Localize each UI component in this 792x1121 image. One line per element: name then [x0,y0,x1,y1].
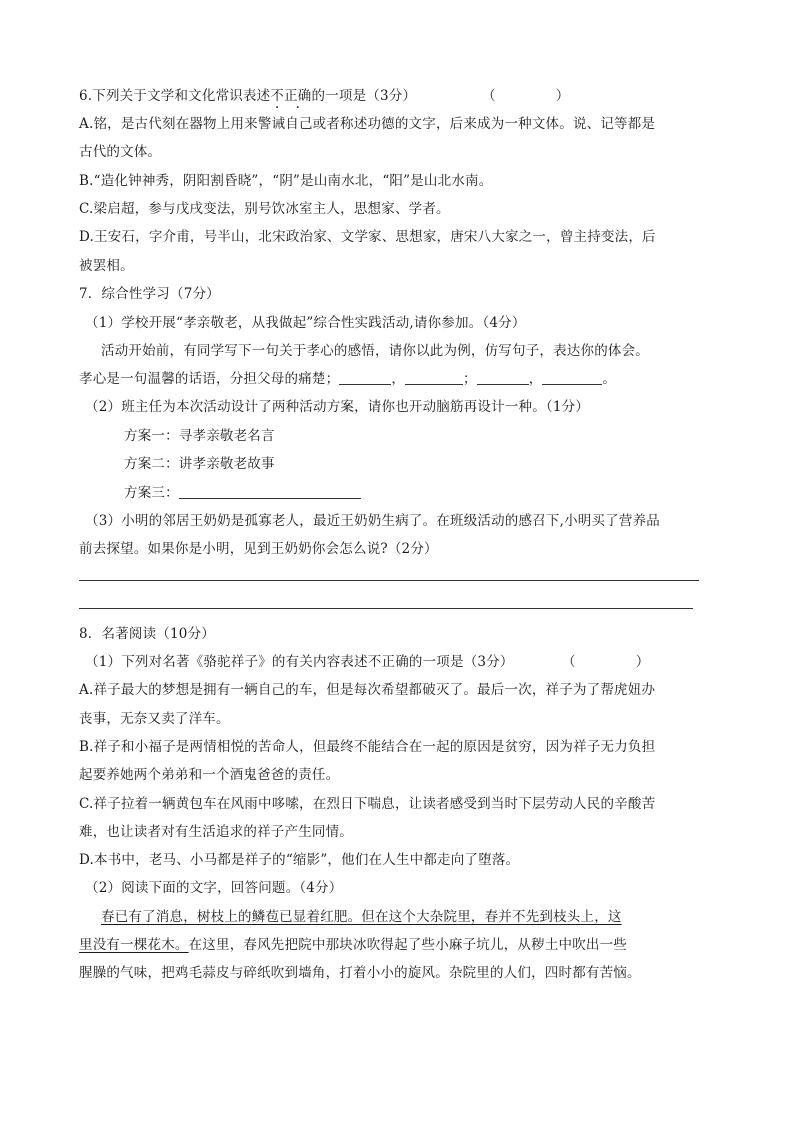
q7-title: 7．综合性学习（7分） [79,286,220,302]
q8-option-b-line1: B.祥子和小福子是两情相悦的苦命人，但最终不能结合在一起的原因是贫穷，因为祥子无力负担 [79,739,656,755]
q6-stem-emphasis-2: 正确 [284,88,312,104]
q6-option-d-line2: 被罢相。 [79,258,134,274]
q6-stem-suffix: 的一项是（3分） [311,88,417,104]
q7-part2-prompt: （2）班主任为本次活动设计了两种活动方案，请你也开动脑筋再设计一种。（1分） [85,399,590,415]
q8-option-c-line1: C.祥子拉着一辆黄包车在风雨中哆嗦，在烈日下喘息，让读者感受到当时下层劳动人民的辛酸苦 [79,796,656,812]
q6-stem-emphasis-1: 不 [270,88,285,104]
q6-answer-paren[interactable] [482,86,569,106]
q7-part1-fill-line [79,369,616,389]
q7-blank-1[interactable] [339,372,391,385]
q7-sep-3: ， [528,371,543,387]
q8-passage-line2-rest: 在这里，春风先把院中那块冰吹得起了些小麻子坑儿，从秽土中吹出一些 [188,937,628,953]
q7-part3-line1: （3）小明的邻居王奶奶是孤寡老人，最近王奶奶生病了。在班级活动的感召下,小明买了营养品 [85,513,660,529]
q8-answer-paren[interactable] [562,652,649,672]
q6-paren-open: （ [482,88,496,104]
q7-part1-body: 活动开始前，有同学写下一句关于孝心的感悟，请你以此为例，仿写句子，表达你的体会。 [101,343,649,359]
q7-part1-prompt: （1）学校开展“孝亲敬老，从我做起”综合性实践活动,请你参加。（4分） [85,315,526,331]
q8-passage-underlined-1: 春已有了消息，树枝上的鳞苞已显着红肥。但在这个大杂院里，春并不先到枝头上，这 [101,909,622,925]
q6-option-b: B.“造化钟神秀，阴阳割昏晓”，“阴”是山南水北，“阳”是山北水南。 [79,173,493,189]
q7-part3-line2: 前去探望。如果你是小明，见到王奶奶你会怎么说?（2分） [79,541,438,557]
q8-option-a-line1: A.祥子最大的梦想是拥有一辆自己的车，但是每次希望都破灭了。最后一次，祥子为了帮虎妞办 [79,682,656,698]
q8-option-a-line2: 丧事，无奈又卖了洋车。 [79,711,230,727]
q6-stem [79,86,416,106]
q7-sep-1: ， [391,371,406,387]
q8-option-d: D.本书中，老马、小马都是祥子的“缩影”，他们在人生中都走向了堕落。 [79,852,520,868]
q8-paren-close: ） [635,654,650,670]
q8-option-b-line2: 起要养她两个弟弟和一个酒鬼爸爸的责任。 [79,767,340,783]
q6-paren-close: ） [555,88,570,104]
q7-answer-line-1[interactable] [79,580,699,581]
q7-plan-1: 方案一：寻孝亲敬老名言 [124,428,275,444]
q7-blank-2[interactable] [405,372,463,385]
q8-passage-line2 [79,935,627,955]
q7-blank-3[interactable] [477,372,529,385]
q8-passage-underlined-2: 里没有一棵花木。 [79,937,189,953]
q7-plan-3-blank[interactable] [179,486,361,499]
q6-option-a-line2: 古代的文体。 [79,144,162,160]
q6-option-a-line1: A.铭，是古代刻在器物上用来警诫自己或者称述功德的文字，后来成为一种文体。说、记等都是 [79,116,656,132]
q8-part2-prompt: （2）阅读下面的文字，回答问题。（4分） [85,880,343,896]
q7-end: 。 [602,371,617,387]
q7-answer-line-2[interactable] [79,608,693,609]
q8-title: 8．名著阅读（10分） [79,626,215,642]
q8-part1-prompt: （1）下列对名著《骆驼祥子》的有关内容表述不正确的一项是（3分） [85,654,514,670]
q6-option-d-line1: D.王安石，字介甫，号半山，北宋政治家、文学家、思想家，唐宋八大家之一，曾主持变法，后 [79,229,656,245]
q6-stem-prefix: 6.下列关于文学和文化常识表述 [79,88,271,104]
q7-example-sentence: 孝心是一句温馨的话语，分担父母的痛楚； [79,371,340,387]
q7-plan-3-label: 方案三： [124,485,179,501]
q8-passage-line1 [101,907,622,927]
q7-sep-2: ； [463,371,477,387]
q8-passage-line3: 腥臊的气味，把鸡毛蒜皮与碎纸吹到墙角，打着小小的旋风。杂院里的人们，四时都有苦恼。 [79,965,641,981]
q8-option-c-line2: 难，也让读者对有生活追求的祥子产生同情。 [79,824,353,840]
q8-paren-open: （ [562,654,576,670]
q6-option-c: C.梁启超，参与戊戌变法，别号饮冰室主人，思想家、学者。 [79,201,450,217]
q7-plan-2: 方案二：讲孝亲敬老故事 [124,456,275,472]
q7-blank-4[interactable] [542,372,602,385]
q7-plan-3-line [124,483,361,503]
